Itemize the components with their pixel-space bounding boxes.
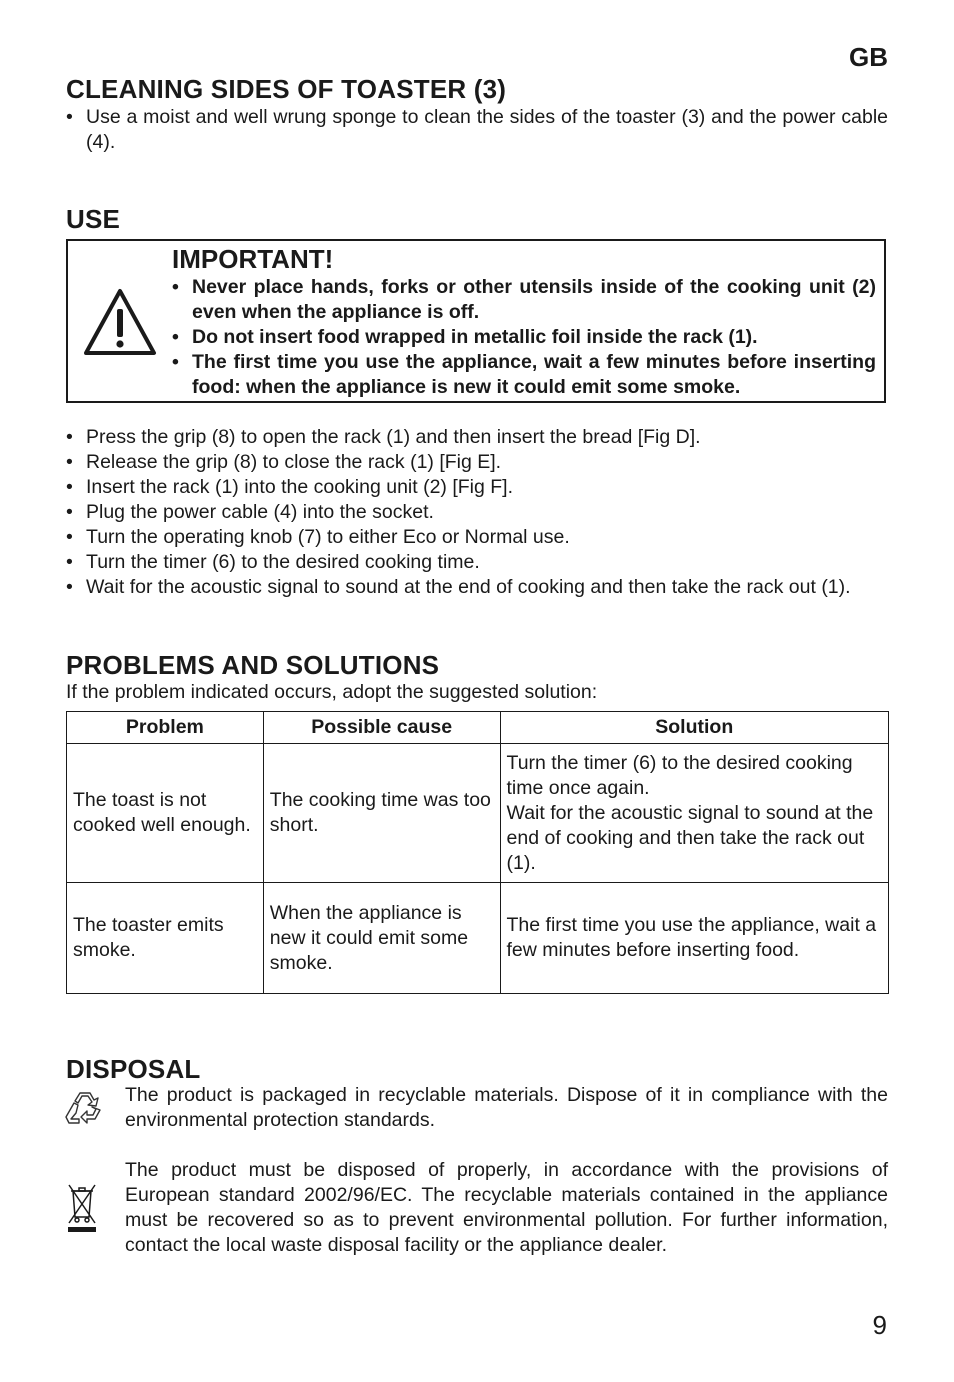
page-number: 9 xyxy=(872,1310,887,1340)
recycle-icon xyxy=(64,1088,106,1128)
list-item: • The first time you use the appliance, wait a few minutes before inserting food: when the appliance is new it could emit some smoke. xyxy=(172,350,876,400)
table-row xyxy=(67,883,889,994)
column-header-solution: Solution xyxy=(500,712,888,744)
list-item: • Insert the rack (1) into the cooking unit (2) [Fig F]. xyxy=(66,475,896,500)
column-header-cause: Possible cause xyxy=(263,712,500,744)
problems-table xyxy=(66,711,889,994)
language-code: GB xyxy=(849,42,888,72)
crossed-bin-icon xyxy=(66,1183,98,1233)
cause-cell: When the appliance is new it could emit some smoke. xyxy=(263,883,500,994)
important-box xyxy=(66,239,886,403)
list-item: • Do not insert food wrapped in metallic foil inside the rack (1). xyxy=(172,325,876,350)
use-title: USE xyxy=(66,204,121,234)
solution-cell xyxy=(500,744,888,883)
list-item: • Turn the timer (6) to the desired cooking time. xyxy=(66,550,896,575)
problems-intro: If the problem indicated occurs, adopt the suggested solution: xyxy=(66,681,598,703)
table-row xyxy=(67,744,889,883)
problems-title: PROBLEMS AND SOLUTIONS xyxy=(66,650,440,680)
list-item: • Wait for the acoustic signal to sound at the end of cooking and then take the rack out (1). xyxy=(66,575,896,600)
solution-cell xyxy=(500,883,888,994)
list-item: • Plug the power cable (4) into the socket. xyxy=(66,500,896,525)
disposal-text: The product is packaged in recyclable materials. Dispose of it in compliance with the environmental protection standards. xyxy=(125,1084,888,1131)
problem-cell: The toast is not cooked well enough. xyxy=(67,744,264,883)
column-header-problem: Problem xyxy=(67,712,264,744)
list-item: • Release the grip (8) to close the rack (1) [Fig E]. xyxy=(66,450,896,475)
warning-triangle-icon xyxy=(82,287,158,357)
solution-line: Wait for the acoustic signal to sound at the end of cooking and then take the rack out (1). xyxy=(506,801,874,874)
problem-cell: The toaster emits smoke. xyxy=(67,883,264,994)
important-title: IMPORTANT! xyxy=(172,244,334,274)
solution-line: The first time you use the appliance, wait a few minutes before inserting food. xyxy=(506,914,877,961)
disposal-text: The product must be disposed of properly, in accordance with the provisions of European standard 2002/96/EC. The recyclable materials contained in the appliance must be recovered so as to prevent environmental pollution. For further information, contact the local waste disposal facility or the appliance dealer. xyxy=(125,1159,888,1256)
list-item: • Press the grip (8) to open the rack (1) and then insert the bread [Fig D]. xyxy=(66,425,896,450)
use-steps-list xyxy=(66,425,896,600)
cleaning-title: CLEANING SIDES OF TOASTER (3) xyxy=(66,74,507,104)
cleaning-list xyxy=(66,105,888,155)
list-item: • Use a moist and well wrung sponge to clean the sides of the toaster (3) and the power cable (4). xyxy=(66,105,888,155)
disposal-title: DISPOSAL xyxy=(66,1054,201,1084)
solution-line: Turn the timer (6) to the desired cooking time once again. xyxy=(506,751,853,799)
list-item: • Never place hands, forks or other utensils inside of the cooking unit (2) even when the appliance is off. xyxy=(172,275,876,325)
table-header-row xyxy=(67,712,889,744)
list-item: • Turn the operating knob (7) to either Eco or Normal use. xyxy=(66,525,896,550)
important-list xyxy=(172,275,876,400)
cause-cell: The cooking time was too short. xyxy=(263,744,500,883)
